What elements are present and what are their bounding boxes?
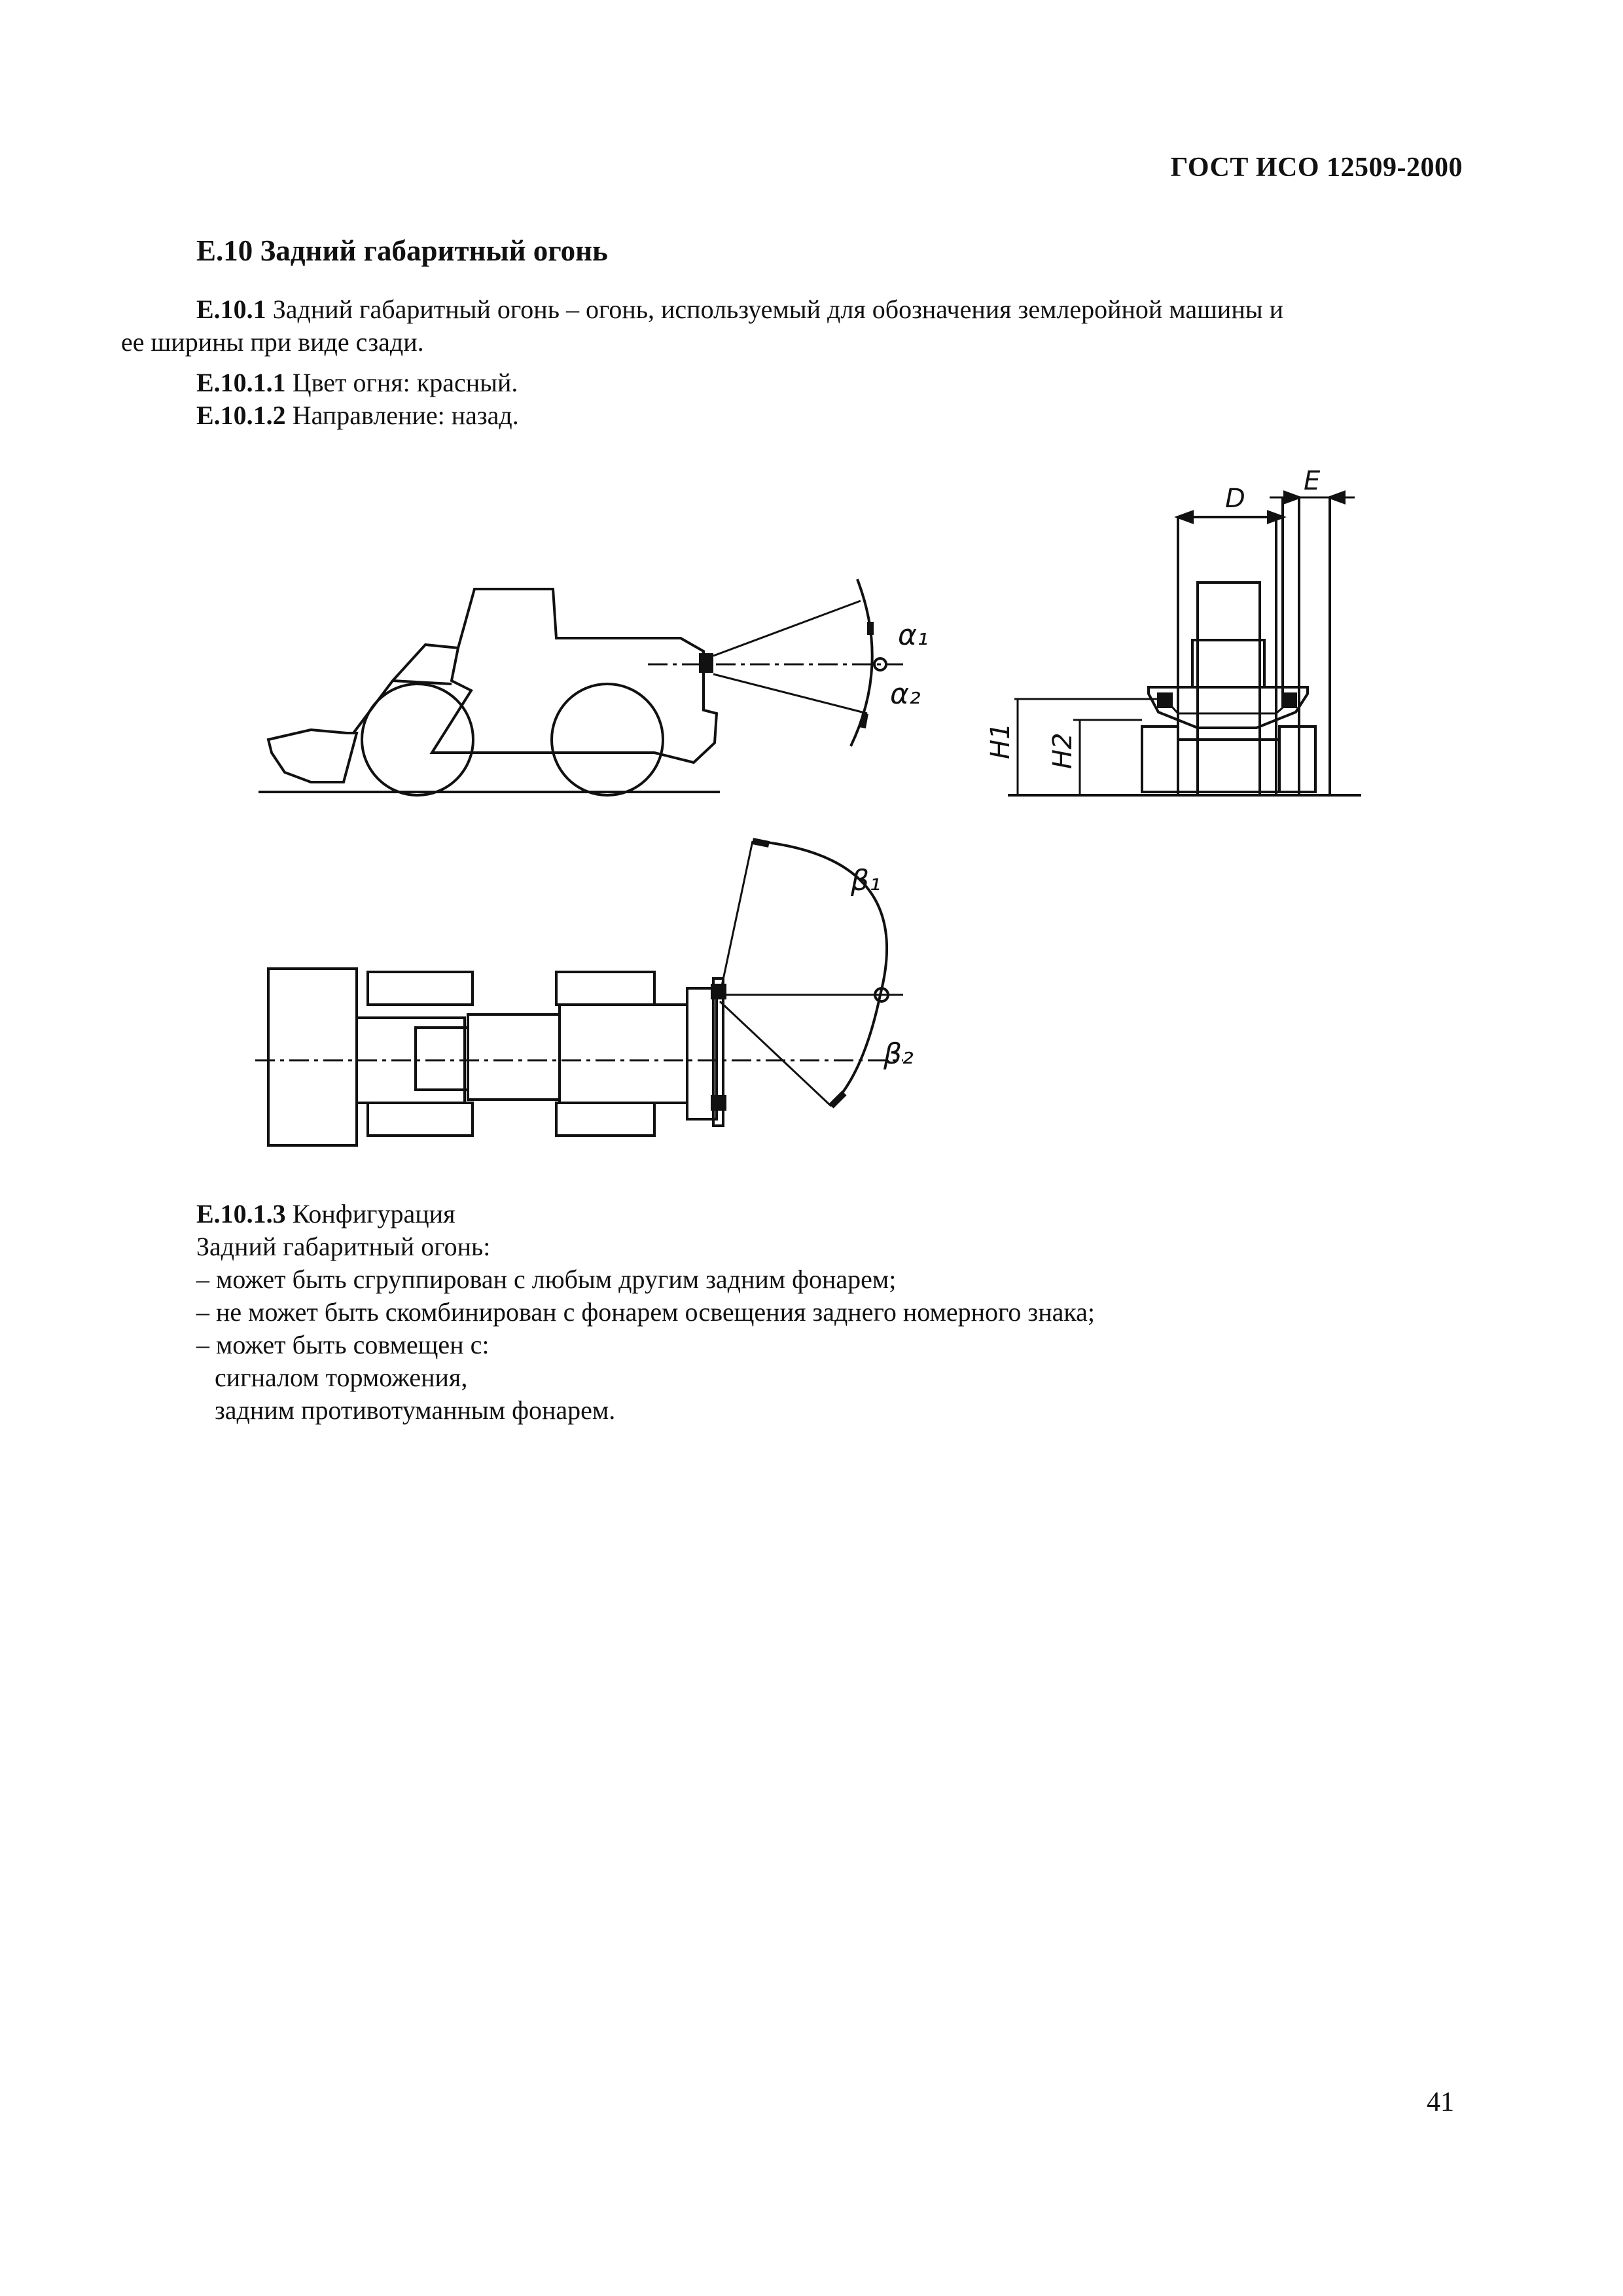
- rear-wheel: [552, 684, 663, 795]
- top-front-axle: [416, 1028, 468, 1090]
- rear-left-wheel: [1142, 726, 1178, 792]
- rear-lamp-marker: [700, 655, 712, 672]
- beta-beam-upper: [720, 841, 753, 995]
- top-rear-left-wheel: [556, 972, 654, 1005]
- top-center-body: [468, 1014, 560, 1100]
- beta-beam-lower: [720, 1001, 831, 1106]
- rear-frame-inner: [1198, 583, 1260, 795]
- dim-D-arrow-left: [1178, 512, 1192, 522]
- paragraph-number: Е.10.1.1: [196, 368, 286, 397]
- beta1-label: β₁: [851, 864, 881, 897]
- paragraph-number: Е.10.1.3: [196, 1199, 286, 1229]
- loader-side-view: [259, 579, 929, 795]
- top-lamp-left: [712, 985, 725, 998]
- rear-right-wheel: [1279, 726, 1315, 792]
- config-lead: Задний габаритный огонь:: [196, 1232, 491, 1261]
- paragraph-text: Направление: назад.: [285, 401, 519, 430]
- loader-top-view: [255, 841, 914, 1145]
- paragraph-text: Задний габаритный огонь – огонь, используемый для обозначения землеройной машины и: [266, 295, 1284, 324]
- rear-left-lamp: [1158, 694, 1171, 707]
- beam-lower: [713, 674, 867, 713]
- document-id-header: ГОСТ ИСО 12509-2000: [1170, 152, 1463, 183]
- config-heading-text: Конфигурация: [285, 1199, 455, 1229]
- paragraph-e10-1-continuation: ее ширины при виде сзади.: [121, 327, 424, 357]
- beta1-tick: [753, 841, 769, 844]
- alpha1-label: α₁: [898, 619, 929, 652]
- top-front-right-wheel: [368, 1103, 473, 1136]
- bucket: [268, 730, 357, 782]
- rear-center-block: [1178, 740, 1279, 792]
- beam-upper: [713, 601, 861, 656]
- dim-H2-label: H2: [1048, 732, 1078, 769]
- page-number: 41: [1427, 2087, 1454, 2117]
- dim-H1-label: H1: [986, 723, 1016, 759]
- alpha2-tick: [863, 713, 865, 728]
- config-heading: [196, 1198, 455, 1230]
- top-lamp-right: [712, 1096, 725, 1109]
- top-rear-body: [560, 1005, 687, 1103]
- dim-D-label: D: [1225, 484, 1245, 514]
- config-item-1: – может быть сгруппирован с любым другим задним фонарем;: [196, 1265, 897, 1294]
- loader-rear-view: [986, 466, 1361, 795]
- section-title: Е.10 Задний габаритный огонь: [196, 234, 608, 267]
- config-subitem-1: сигналом торможения,: [215, 1363, 468, 1392]
- paragraph-number: Е.10.1: [196, 295, 266, 324]
- beta2-label: β₂: [883, 1037, 914, 1071]
- paragraph-text: Цвет огня: красный.: [285, 368, 518, 397]
- config-item-2: – не может быть скомбинирован с фонарем освещения заднего номерного знака;: [196, 1297, 1096, 1327]
- beta2-tick: [831, 1093, 844, 1106]
- top-bucket: [268, 969, 357, 1145]
- dim-E-arrow-right: [1330, 492, 1344, 503]
- dim-E-arrow-left: [1285, 492, 1299, 503]
- top-rear-right-wheel: [556, 1103, 654, 1136]
- front-wheel: [362, 684, 473, 795]
- rear-axle-inner: [1165, 699, 1293, 713]
- alpha2-label: α₂: [890, 677, 921, 711]
- dim-D-arrow-right: [1268, 512, 1283, 522]
- top-front-left-wheel: [368, 972, 473, 1005]
- paragraph-number: Е.10.1.2: [196, 401, 286, 430]
- dim-E-label: E: [1304, 466, 1321, 496]
- rear-right-lamp: [1283, 694, 1296, 707]
- config-subitem-2: задним противотуманным фонарем.: [215, 1395, 616, 1425]
- config-item-3: – может быть совмещен с:: [196, 1330, 490, 1359]
- loader-body: [432, 589, 717, 762]
- rear-cab-box: [1192, 640, 1264, 687]
